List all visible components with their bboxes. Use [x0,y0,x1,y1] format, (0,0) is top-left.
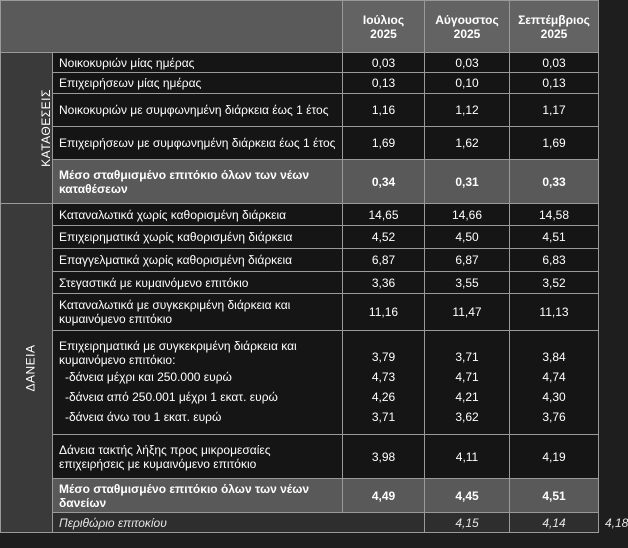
cell-value: 0,03 [343,53,425,73]
row-label: Νοικοκυριών με συμφωνημένη διάρκεια έως 1 έτος [53,94,343,127]
business-values-september [510,331,599,435]
col-header-july: Ιούλιος 2025 [343,1,425,53]
cell-value: 0,34 [343,160,425,204]
row-label: Επιχειρηματικά χωρίς καθορισμένη διάρκεια [53,226,343,249]
cell-value: 3,55 [425,272,510,294]
row-label: Επιχειρήσεων μίας ημέρας [53,73,343,94]
cell-value: 4,71 [455,369,479,384]
row-label: Περιθώριο επιτοκίου [53,513,425,533]
cell-value: 3,71 [371,409,396,424]
col-header-august: Αύγουστος 2025 [425,1,510,53]
row-label: Καταναλωτικά χωρίς καθορισμένη διάρκεια [53,204,343,226]
cell-value: 4,45 [425,479,510,513]
table-row [1,94,599,127]
cell-value: 3,62 [455,409,479,424]
cell-value: 11,16 [343,294,425,331]
cell-value: 6,87 [343,249,425,272]
cell-value: 1,69 [510,127,599,160]
col-header-september: Σεπτέμβριος 2025 [510,1,599,53]
business-loans-heading: Επιχειρηματικά με συγκεκριμένη διάρκεια και κυμαινόμενο επιτόκιο: [59,338,297,367]
business-values-august [425,331,510,435]
cell-value: 0,31 [425,160,510,204]
cell-value: 4,19 [510,435,599,479]
table-row [1,73,599,94]
cell-value: 4,15 [425,513,510,533]
cell-value: 3,52 [510,272,599,294]
table-row [1,435,599,479]
row-label: Μέσο σταθμισμένο επιτόκιο όλων των νέων δανείων [53,479,343,513]
row-label: Καταναλωτικά με συγκεκριμένη διάρκεια και κυμαινόμενο επιτόκιο [53,294,343,331]
cell-value: 3,98 [343,435,425,479]
cell-value: 4,14 [510,513,599,533]
row-label: Στεγαστικά με κυμαινόμενο επιτόκιο [53,272,343,294]
cell-value: 1,17 [510,94,599,127]
cell-value: 1,69 [343,127,425,160]
group-label-deposits: ΚΑΤΑΘΕΣΕΙΣ [1,53,53,204]
table-row [1,204,599,226]
cell-value: 4,50 [425,226,510,249]
table-row [1,127,599,160]
cell-value: 3,36 [343,272,425,294]
cell-value: 14,65 [343,204,425,226]
cell-value: 4,21 [455,389,479,404]
business-loans-labels [53,331,343,435]
cell-value: 3,71 [455,349,479,364]
row-label: Νοικοκυριών μίας ημέρας [53,53,343,73]
cell-value: 4,52 [343,226,425,249]
cell-value: 0,33 [510,160,599,204]
cell-value: 4,26 [371,389,396,404]
cell-value: 0,03 [510,53,599,73]
cell-value: 4,74 [542,369,566,384]
cell-value: 6,83 [510,249,599,272]
sub-row-label: -δάνεια άνω του 1 εκατ. ευρώ [65,409,222,424]
sub-row-label: -δάνεια μέχρι και 250.000 ευρώ [65,369,232,384]
cell-value: 3,79 [371,349,396,364]
cell-value: 0,10 [425,73,510,94]
cell-value: 11,47 [425,294,510,331]
business-values-july [343,331,425,435]
table-row [1,226,599,249]
cell-value: 14,66 [425,204,510,226]
cell-value: 1,62 [425,127,510,160]
cell-value: 0,13 [343,73,425,94]
cell-value: 14,58 [510,204,599,226]
header-blank [1,1,343,53]
cell-value: 4,73 [371,369,396,384]
header-row [1,1,599,53]
cell-value: 4,30 [542,389,566,404]
cell-value: 6,87 [425,249,510,272]
cell-value: 1,16 [343,94,425,127]
cell-value: 4,51 [510,226,599,249]
sub-row-label: -δάνεια από 250.001 μέχρι 1 εκατ. ευρώ [65,389,278,404]
cell-value: 3,84 [542,349,566,364]
table-row [1,53,599,73]
cell-value: 11,13 [510,294,599,331]
loans-total-row [1,479,599,513]
row-label: Μέσο σταθμισμένο επιτόκιο όλων των νέων καταθέσεων [53,160,343,204]
business-loans-block [1,331,599,435]
cell-value: 4,11 [425,435,510,479]
row-label: Επιχειρήσεων με συμφωνημένη διάρκεια έως 1 έτος [53,127,343,160]
cell-value: 0,03 [425,53,510,73]
table-row [1,294,599,331]
group-label-loans: ΔΑΝΕΙΑ [1,204,53,533]
margin-row: Περιθώριο επιτοκίου 4,15 4,14 4,18 [1,513,599,533]
row-label: Δάνεια τακτής λήξης προς μικρομεσαίες επιχειρήσεις με κυμαινόμενο επιτόκιο [53,435,343,479]
row-label: Επαγγελματικά χωρίς καθορισμένη διάρκεια [53,249,343,272]
cell-value: 3,76 [542,409,566,424]
cell-value: 0,13 [510,73,599,94]
deposits-total-row [1,160,599,204]
table-row [1,272,599,294]
cell-value: 1,12 [425,94,510,127]
table-row [1,249,599,272]
cell-value: 4,49 [343,479,425,513]
cell-value: 4,51 [510,479,599,513]
